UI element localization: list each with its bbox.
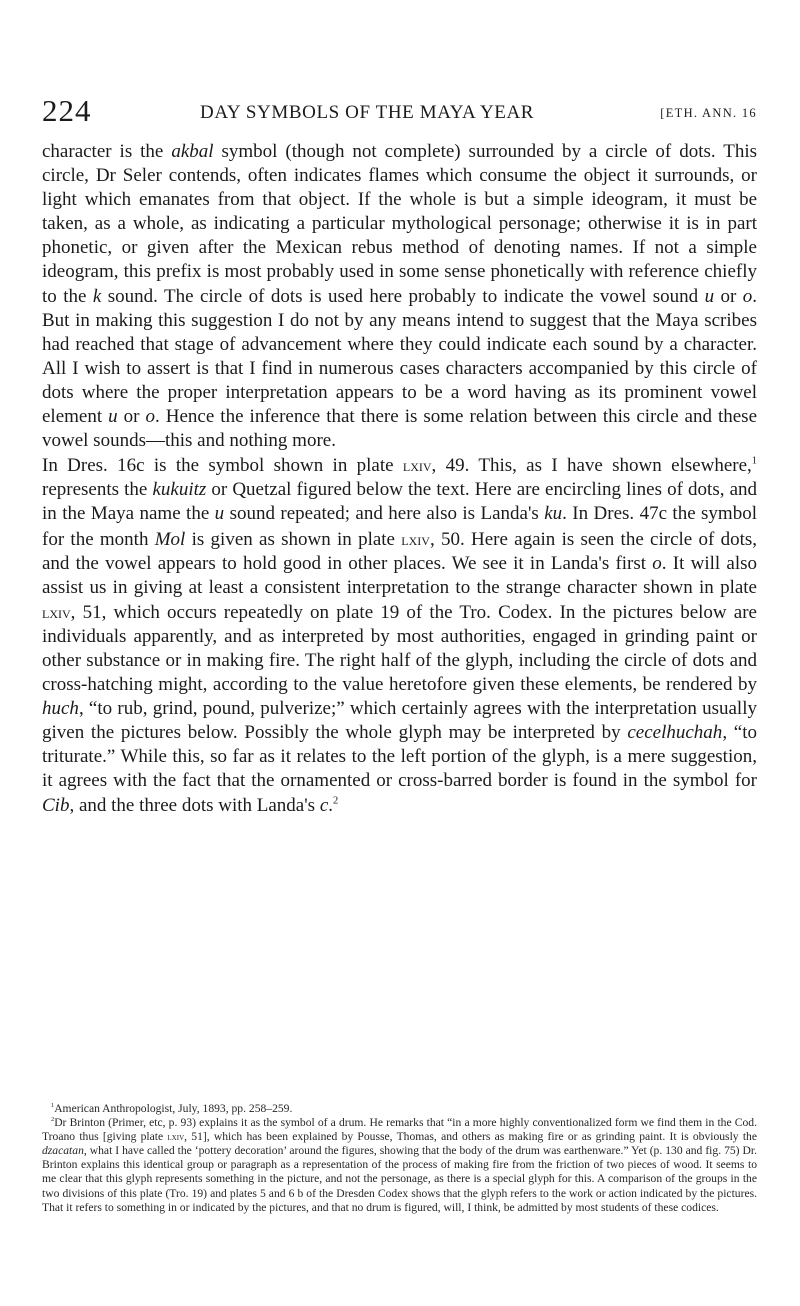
- text-run: or: [714, 285, 743, 307]
- small-caps-run: lxiv: [167, 1131, 185, 1144]
- page-header: [42, 94, 757, 128]
- footnote-marker: 1: [751, 455, 757, 467]
- italic-run: o: [145, 406, 156, 428]
- text-run: , and the three dots with Landa's: [69, 794, 320, 816]
- italic-run: dzacatan: [42, 1144, 84, 1158]
- text-run: . In Dres. 47c the symbol for the month: [42, 503, 757, 550]
- text-run: . It will also assist us in giving at least a consistent interpretation to the strange character shown in plate: [42, 552, 757, 598]
- small-caps-run: lxiv: [401, 528, 430, 549]
- body-text: [42, 140, 757, 818]
- text-run: represents the: [42, 479, 153, 501]
- text-run: . But in making this suggestion I do not by any means intend to suggest that the Maya scribes had reached that stage of advancement where they could indicate each sound by a character. All I wish to assert is that I find in numerous cases characters accompanied by this circle of dots where the proper interpretation appears to be a word having as its prominent vowel element: [42, 285, 758, 428]
- text-run: or Quetzal figured below the text. Here are encircling lines of dots, and in the Maya name the: [42, 479, 757, 525]
- text-run: , 51, which occurs repeatedly on plate 19 of the Tro. Codex. In the pictures below are individuals apparently, and as interpreted by most authorities, engaged in grinding paint or other substance or in making fire. The right half of the glyph, including the circle of dots and cross-hatching might, according to the value heretofore given these elements, be rendered by: [42, 601, 757, 696]
- italic-run: o: [652, 552, 662, 574]
- italic-run: kukuitz: [152, 479, 207, 501]
- text-run: is given as shown in plate: [185, 528, 402, 550]
- paragraph: [42, 140, 757, 453]
- text-run: .: [328, 794, 333, 816]
- footnote-marker: 1: [51, 1102, 55, 1110]
- footnotes: [42, 1102, 757, 1215]
- paragraph: [42, 453, 757, 817]
- footnote-marker: 2: [51, 1116, 55, 1124]
- text-run: , 51], which has been explained by Pousse, Thomas, and others as making fire or as grinding paint. It is obviously the: [184, 1130, 757, 1144]
- text-run: , “to rub, grind, pound, pulverize;” which certainly agrees with the interpretation usually given the pictures below. Possibly the whole glyph may be interpreted by: [42, 698, 757, 744]
- footnote-marker: 2: [333, 795, 339, 807]
- italic-run: u: [214, 503, 225, 525]
- text-run: sound. The circle of dots is used here probably to indicate the vowel sound: [101, 285, 705, 307]
- text-run: , 49. This, as I have shown elsewhere,: [431, 455, 752, 477]
- small-caps-run: lxiv: [42, 601, 71, 622]
- italic-run: u: [704, 285, 715, 307]
- text-run: symbol (though not complete) surrounded by a circle of dots. This circle, Dr Seler contends, often indicates flames which consume the object it surrounds, or light which emanates from that object. If the whole is but a simple ideogram, it must be taken, as a whole, as indicating a particular mythological personage; otherwise it is in part phonetic, or given after the Mexican rebus method of denoting names. If not a simple ideogram, this prefix is most probably used in some sense phonetically with reference chiefly to the: [42, 141, 758, 307]
- italic-run: cecelhuchah: [627, 722, 723, 744]
- italic-run: Cib: [42, 794, 70, 816]
- italic-run: ku: [544, 503, 563, 525]
- text-run: , what I have called the ‘pottery decoration’ around the figures, showing that the body of the drum was earthenware.” Yet (p. 130 and fig. 75) Dr. Brinton explains this identical group or paragraph as a representation of the process of making fire from the friction of two pieces of wood. It seems to me clear that this glyph represents something in the picture, and not the personage, as there is a special glyph for this. A comparison of the groups in the two divisions of this plate (Tro. 19) and plates 5 and 6 b of the Dresden Codex shows that the glyph refers to the work or action indicated by the pictures. That it refers to something in or indicated by the pictures, and that no drum is figured, will, I think, be admitted by most students of these codices.: [42, 1144, 757, 1214]
- text-run: In Dres. 16c is the symbol shown in plate: [42, 455, 403, 477]
- text-run: , 50. Here again is seen the circle of dots, and the vowel appears to hold good in other places. We see it in Landa's first: [42, 528, 757, 574]
- italic-run: k: [92, 285, 102, 307]
- header-reference: [ETH. ANN. 16: [660, 106, 757, 120]
- page-number: 224: [42, 93, 92, 128]
- running-head: DAY SYMBOLS OF THE MAYA YEAR: [200, 102, 535, 123]
- footnote: [42, 1116, 757, 1215]
- italic-run: u: [108, 406, 118, 428]
- text-run: or: [117, 406, 146, 428]
- text-run: sound repeated; and here also is Landa's: [224, 503, 545, 525]
- text-run: . Hence the inference that there is some relation between this circle and these vowel sounds—this and nothing more.: [42, 406, 758, 452]
- text-run: Dr Brinton (Primer, etc, p. 93) explains it as the symbol of a drum. He remarks that “in a more highly conventionalized form we find them in the Cod. Troano thus [giving plate: [42, 1116, 757, 1144]
- small-caps-run: lxiv: [402, 455, 432, 476]
- text-run: character is the: [42, 141, 172, 162]
- text-run: American Anthropologist, July, 1893, pp. 258–259.: [54, 1102, 293, 1115]
- italic-run: huch: [42, 698, 79, 720]
- italic-run: Mol: [154, 528, 186, 550]
- italic-run: akbal: [171, 141, 214, 162]
- italic-run: o: [742, 285, 753, 307]
- footnote: [42, 1102, 757, 1116]
- text-run: , “to triturate.” While this, so far as it relates to the left portion of the glyph, is a mere suggestion, it agrees with the fact that the ornamented or cross-barred border is found in the symbol for: [42, 722, 757, 792]
- italic-run: c: [319, 794, 329, 816]
